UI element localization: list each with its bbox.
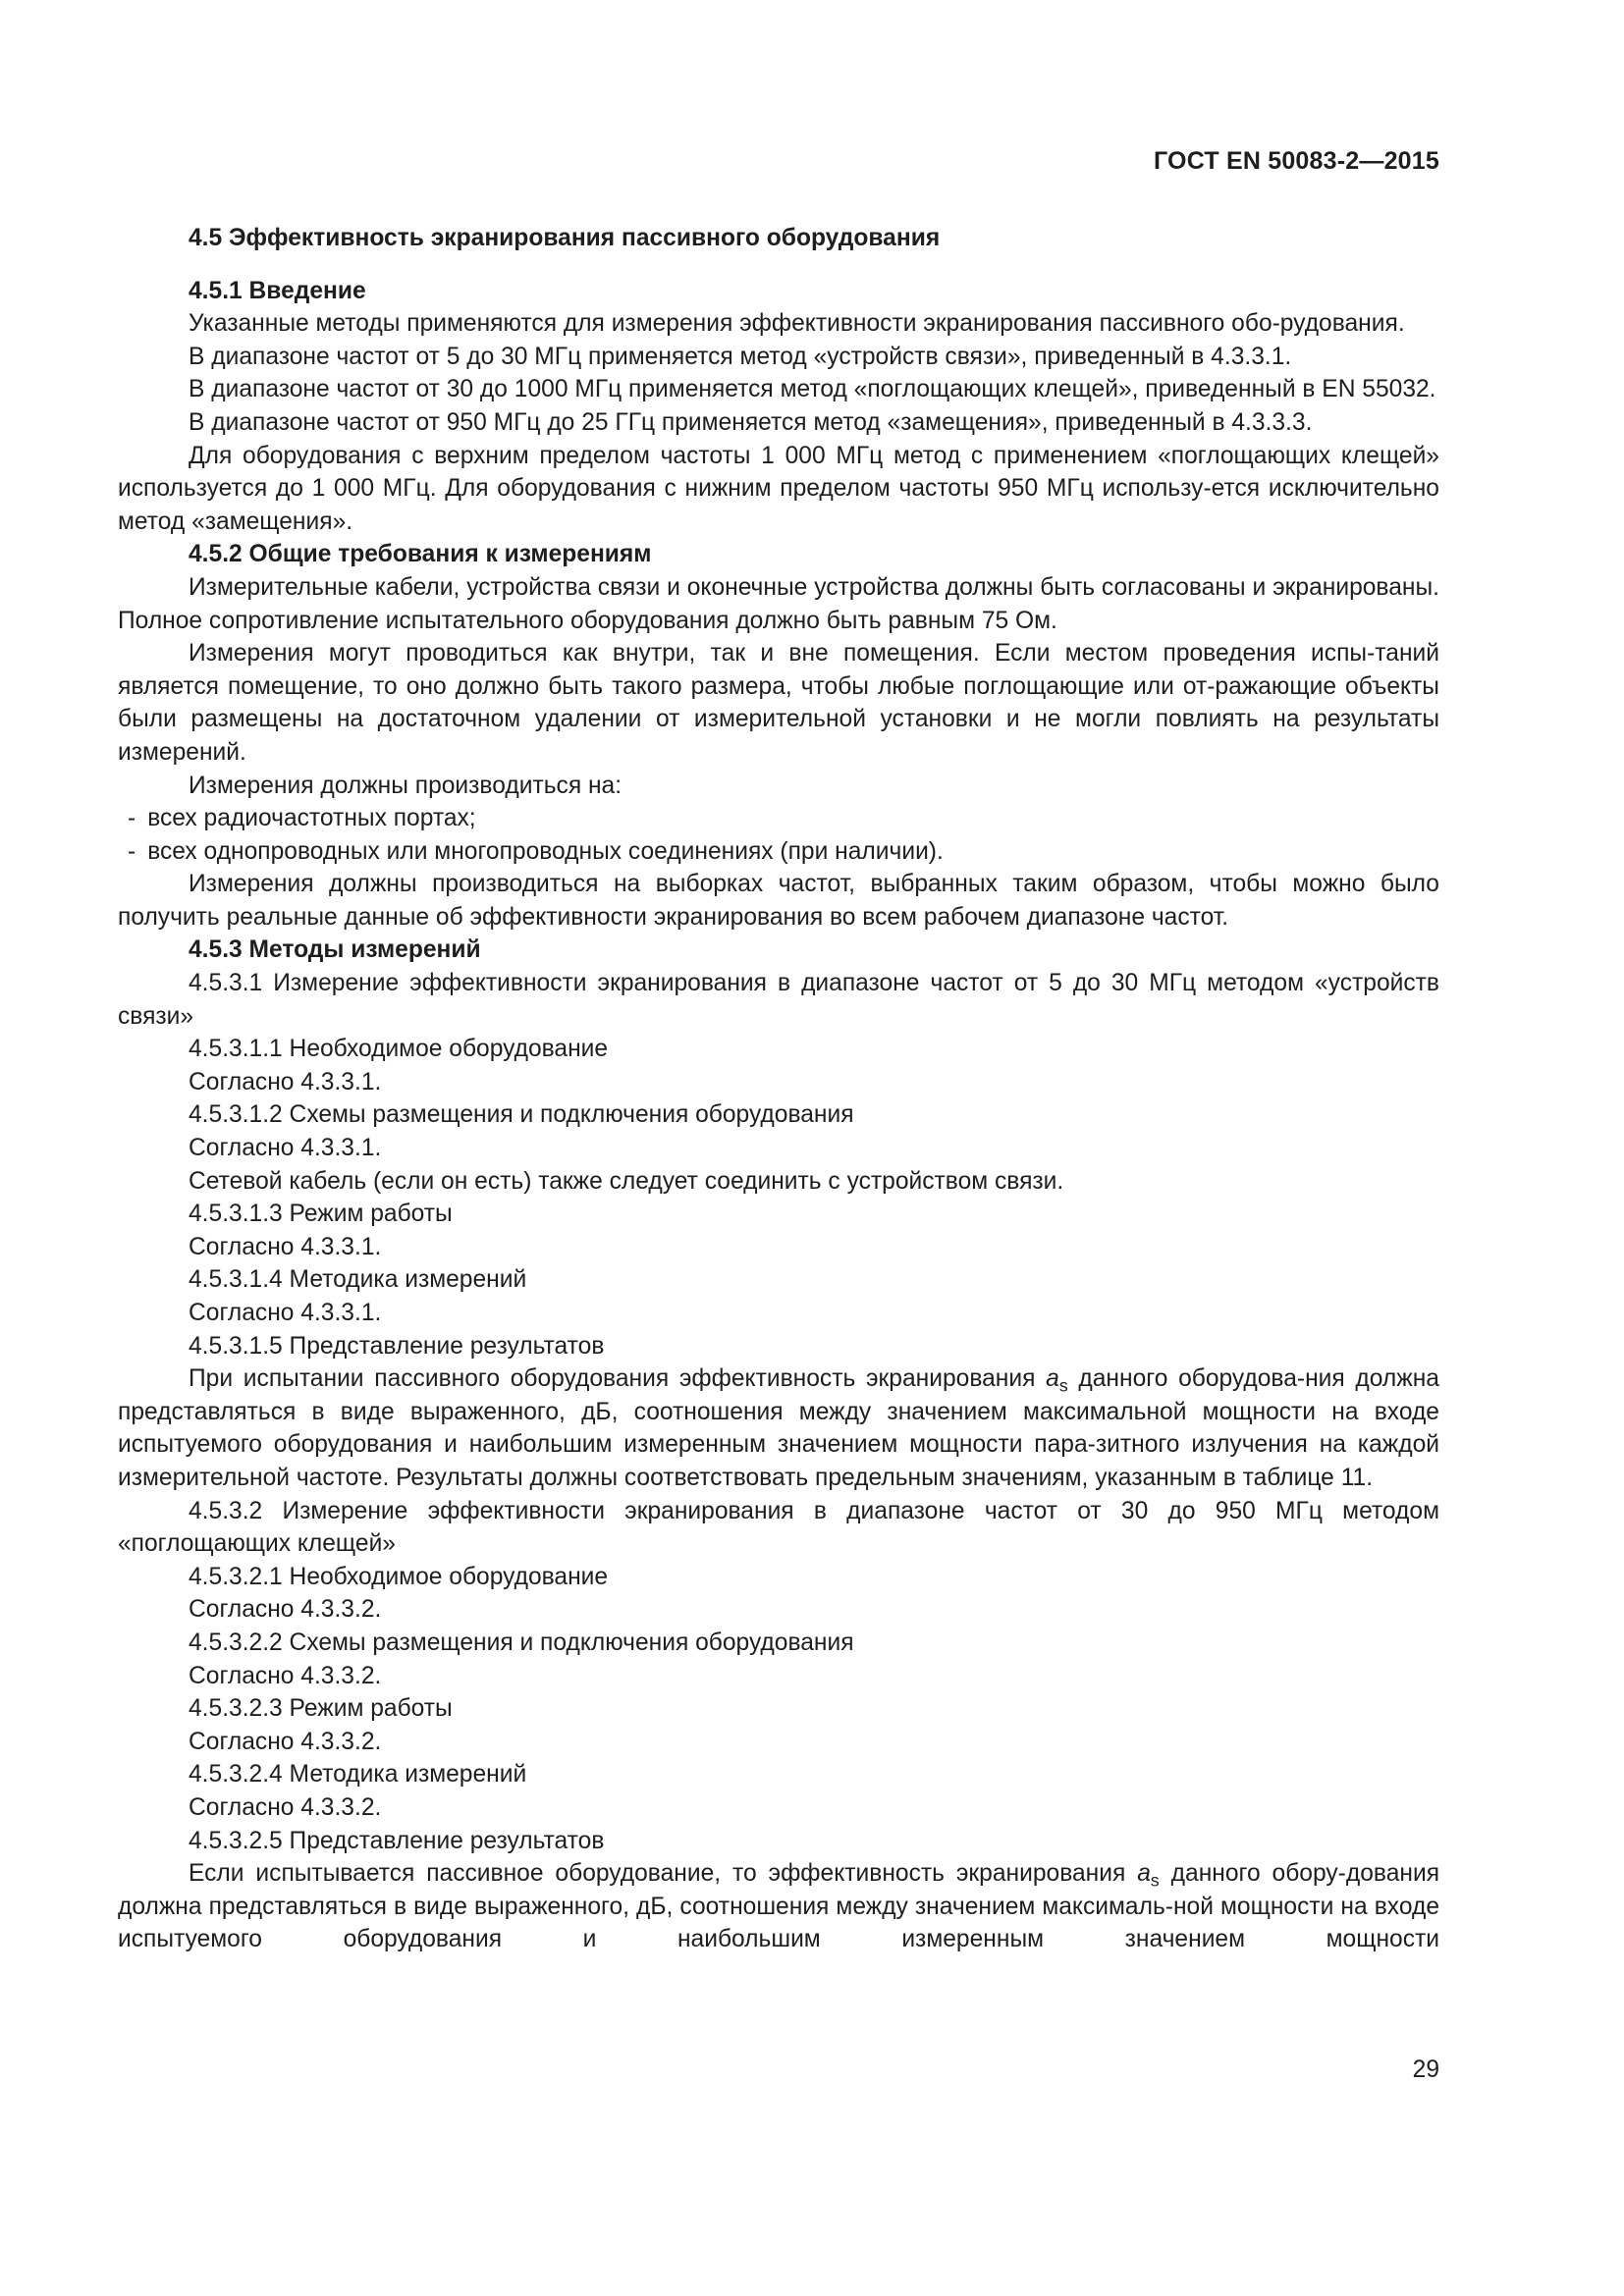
paragraph: Согласно 4.3.3.1. — [189, 1300, 382, 1326]
symbol-subscript: s — [1058, 1375, 1068, 1396]
item-heading: 4.5.3.2.5 Представление результатов — [189, 1827, 605, 1854]
item-heading: 4.5.3.1.4 Методика измерений — [189, 1266, 527, 1294]
document-body — [118, 222, 1439, 1956]
section-4-5-1-heading: 4.5.1 Введение — [189, 277, 366, 304]
paragraph: Измерения должны производиться на выборках частот, выбранных таким образом, чтобы можно было получить реальные данные об эффективности экранирования во всем рабочем диапазоне частот. — [118, 871, 1439, 931]
paragraph: Согласно 4.3.3.1. — [189, 1233, 382, 1260]
section-4-5-heading: 4.5 Эффективность экранирования пассивного оборудования — [189, 225, 941, 251]
item-heading: 4.5.3.2.2 Схемы размещения и подключения оборудования — [189, 1629, 854, 1656]
symbol-a: a — [1137, 1860, 1151, 1888]
paragraph: Согласно 4.3.3.2. — [189, 1596, 382, 1624]
item-heading: 4.5.3.2.1 Необходимое оборудование — [189, 1563, 609, 1590]
paragraph — [118, 1857, 1439, 1956]
paragraph: Согласно 4.3.3.2. — [189, 1793, 382, 1821]
paragraph: В диапазоне частот от 30 до 1000 МГц применяется метод «поглощающих клещей», приведенный в EN 55032. — [189, 376, 1436, 403]
item-heading: 4.5.3.1.3 Режим работы — [189, 1201, 453, 1228]
paragraph — [118, 1362, 1439, 1494]
text-run: данного обору-дования должна представляться в виде выраженного, дБ, соотношения между значением максималь-ной мощности на входе испытуемого оборудования и наибольшим измеренным значением мощности — [118, 1860, 1440, 1953]
paragraph: Указанные методы применяются для измерения эффективности экранирования пассивного обо-рудования. — [189, 310, 1405, 338]
item-heading: 4.5.3.1.2 Схемы размещения и подключения оборудования — [189, 1101, 854, 1129]
symbol-subscript: s — [1150, 1870, 1160, 1891]
paragraph: Сетевой кабель (если он есть) также следует соединить с устройством связи. — [189, 1167, 1064, 1195]
item-heading: 4.5.3.2.4 Методика измерений — [189, 1761, 527, 1789]
document-header: ГОСТ EN 50083-2—2015 — [1154, 147, 1439, 175]
paragraph: Согласно 4.3.3.1. — [189, 1068, 382, 1095]
item-heading: 4.5.3.1.1 Необходимое оборудование — [189, 1036, 609, 1063]
subsection-4-5-3-2-title: 4.5.3.2 Измерение эффективности экранирования в диапазоне частот от 30 до 950 МГц методом «поглощающих клещей» — [118, 1497, 1439, 1558]
list-item — [118, 835, 1439, 869]
paragraph: Измерительные кабели, устройства связи и оконечные устройства должны быть согласованы и экранированы. Полное сопротивление испытательного оборудования должно быть равным 75 Ом. — [118, 573, 1439, 634]
text-run: Если испытывается пассивное оборудование, то эффективность экранирования — [189, 1860, 1126, 1888]
subsection-4-5-3-1-title: 4.5.3.1 Измерение эффективности экранирования в диапазоне частот от 5 до 30 МГц методом «устройств связи» — [118, 970, 1439, 1030]
list-dash: - — [128, 805, 136, 832]
paragraph: Измерения могут проводиться как внутри, так и вне помещения. Если местом проведения испы-таний является помещение, то оно должно быть такого размера, чтобы любые поглощающие или от-ражающие объекты были размещены на достаточном удалении от измерительной установки и не могли повлиять на результаты измерений. — [118, 640, 1439, 766]
list-item-text: всех однопроводных или многопроводных соединениях (при наличии). — [147, 837, 944, 865]
section-4-5-2-heading: 4.5.2 Общие требования к измерениям — [189, 541, 652, 568]
text-run: При испытании пассивного оборудования эффективность экранирования — [189, 1365, 1036, 1393]
list-dash: - — [128, 837, 136, 865]
paragraph: Согласно 4.3.3.2. — [189, 1728, 382, 1755]
list-item-text: всех радиочастотных портах; — [147, 805, 476, 832]
list-item — [118, 802, 1439, 835]
paragraph: Согласно 4.3.3.1. — [189, 1135, 382, 1162]
paragraph: Измерения должны производиться на: — [189, 772, 623, 799]
paragraph: Для оборудования с верхним пределом частоты 1 000 МГц метод с применением «поглощающих клещей» используется до 1 000 МГц. Для оборудования с нижним пределом частоты 950 МГц использу-ется исключительно метод «замещения». — [118, 442, 1439, 535]
page-number: 29 — [1412, 2056, 1439, 2083]
section-4-5-3-heading: 4.5.3 Методы измерений — [189, 936, 481, 964]
paragraph: В диапазоне частот от 950 МГц до 25 ГГц применяется метод «замещения», приведенный в 4.3.3.3. — [189, 408, 1313, 436]
item-heading: 4.5.3.2.3 Режим работы — [189, 1695, 453, 1723]
text-run: данного оборудова-ния должна представляться в виде выраженного, дБ, соотношения между значением максимальной мощности на входе испытуемого оборудования и наибольшим измеренным значением мощности пара-зитного излучения на каждой измерительной частоте. Результаты должны соответствовать предельным значениям, указанным в таблице 11. — [118, 1365, 1439, 1491]
paragraph: В диапазоне частот от 5 до 30 МГц применяется метод «устройств связи», приведенный в 4.3.3.1. — [189, 343, 1292, 370]
item-heading: 4.5.3.1.5 Представление результатов — [189, 1332, 605, 1360]
symbol-a: a — [1046, 1365, 1059, 1393]
paragraph: Согласно 4.3.3.2. — [189, 1662, 382, 1689]
